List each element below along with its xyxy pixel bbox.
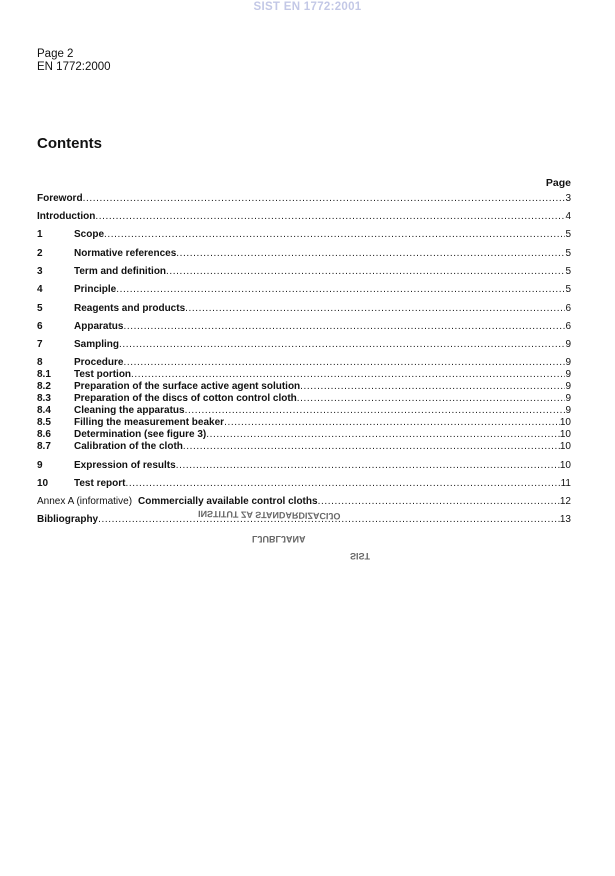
toc-number: 2 [37, 248, 43, 259]
toc-page: 9 [565, 357, 571, 368]
page-header [37, 48, 111, 74]
stamp-line-2: LJUBLJANA [252, 534, 306, 544]
toc-page: 5 [565, 248, 571, 259]
toc-title: Determination (see figure 3) [74, 429, 207, 440]
toc-title: Principle [74, 284, 117, 295]
toc-page: 11 [560, 478, 571, 489]
toc-number: 8.6 [37, 429, 51, 440]
toc-page: 5 [565, 266, 571, 277]
toc-title: Test portion [74, 369, 132, 380]
toc-page: 9 [565, 405, 571, 416]
toc-entry[interactable] [37, 441, 571, 453]
stamp-line-3: SIST [350, 551, 371, 561]
toc-page: 9 [565, 339, 571, 350]
toc-entry[interactable] [37, 248, 571, 260]
toc-title: Foreword [37, 193, 83, 204]
toc-page: 5 [565, 284, 571, 295]
toc-title: Cleaning the apparatus [74, 405, 185, 416]
toc-title: Reagents and products [74, 303, 186, 314]
toc-page: 5 [565, 229, 571, 240]
toc-entry[interactable] [37, 193, 571, 205]
toc-entry[interactable] [37, 211, 571, 223]
toc-page: 13 [559, 514, 571, 525]
toc-page: 10 [559, 417, 571, 428]
toc-page: 10 [559, 460, 571, 471]
toc-page: 6 [565, 321, 571, 332]
toc-page: 3 [565, 193, 571, 204]
toc-entry[interactable] [37, 284, 571, 296]
toc-title: Bibliography [37, 514, 99, 525]
toc-page: 10 [559, 441, 571, 452]
toc-number: 1 [37, 229, 43, 240]
toc-number: 5 [37, 303, 43, 314]
toc-title: Preparation of the discs of cotton control cloth [74, 393, 297, 404]
toc-title: Expression of results [74, 460, 176, 471]
toc-title: Normative references [74, 248, 177, 259]
toc-title: Test report [74, 478, 126, 489]
toc-page: 9 [565, 393, 571, 404]
toc-page: 4 [565, 211, 571, 222]
toc-number: 8.4 [37, 405, 51, 416]
toc-entry[interactable] [37, 357, 571, 369]
watermark: SIST EN 1772:2001 [253, 1, 362, 13]
toc-number: 7 [37, 339, 43, 350]
toc-number: 8.3 [37, 393, 51, 404]
toc-title: Procedure [74, 357, 124, 368]
page-number: Page 2 [37, 48, 74, 60]
toc-entry[interactable] [37, 478, 571, 490]
toc-page: 6 [565, 303, 571, 314]
toc-entry[interactable] [37, 369, 571, 381]
toc-entry[interactable] [37, 496, 571, 508]
toc-title: Preparation of the surface active agent solution [74, 381, 301, 392]
stamp-line-1: INSTITUT ZA STANDARDIZACIJO [197, 508, 341, 522]
toc-title: Filling the measurement beaker [74, 417, 225, 428]
toc-number: 9 [37, 460, 43, 471]
toc-number: 8.5 [37, 417, 51, 428]
toc-entry[interactable] [37, 266, 571, 278]
toc-entry[interactable] [37, 339, 571, 351]
toc-number: 4 [37, 284, 43, 295]
toc-number: 8.2 [37, 381, 51, 392]
toc-entry[interactable] [37, 405, 571, 417]
toc-title: Commercially available control cloths [138, 496, 318, 507]
toc-entry[interactable] [37, 229, 571, 241]
toc-number: 3 [37, 266, 43, 277]
toc-entry[interactable] [37, 417, 571, 429]
toc-page: 10 [559, 429, 571, 440]
toc-entry[interactable] [37, 429, 571, 441]
toc-annex-prefix: Annex A (informative) [37, 496, 133, 507]
toc-page: 9 [565, 381, 571, 392]
toc-title: Apparatus [74, 321, 124, 332]
toc-number: 8 [37, 357, 43, 368]
toc-title: Sampling [74, 339, 120, 350]
toc-title: Introduction [37, 211, 96, 222]
page-title: Contents [37, 135, 102, 152]
toc-page: 12 [559, 496, 571, 507]
toc-entry[interactable] [37, 303, 571, 315]
toc-number: 6 [37, 321, 43, 332]
toc-entry[interactable] [37, 393, 571, 405]
toc-title: Calibration of the cloth [74, 441, 183, 452]
toc-title: Scope [74, 229, 105, 240]
toc-entry[interactable] [37, 460, 571, 472]
toc-entry[interactable] [37, 321, 571, 333]
page-column-header: Page [545, 177, 571, 189]
document-id: EN 1772:2000 [37, 61, 111, 73]
toc-entry[interactable] [37, 381, 571, 393]
toc-page: 9 [565, 369, 571, 380]
toc-title: Term and definition [74, 266, 167, 277]
toc-number: 8.1 [37, 369, 51, 380]
toc-number: 10 [37, 478, 49, 489]
toc-number: 8.7 [37, 441, 51, 452]
